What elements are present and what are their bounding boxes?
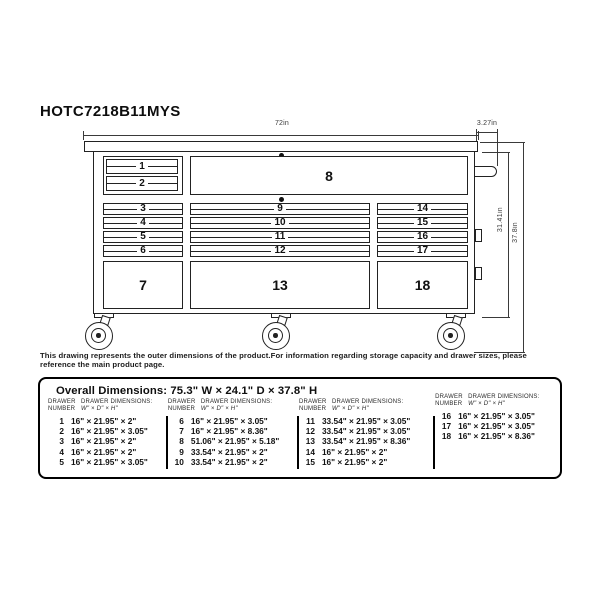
table-row — [435, 421, 556, 431]
header-dimensions: DRAWER DIMENSIONS: — [331, 399, 404, 405]
drawer-12 — [190, 245, 370, 257]
side-bracket-lower — [475, 267, 482, 280]
drawer-10 — [190, 217, 370, 229]
row-number: 10 — [174, 457, 184, 468]
drawer-13 — [190, 261, 370, 309]
table-group-rows — [168, 416, 299, 469]
row-number: 6 — [179, 415, 184, 426]
drawer-9 — [190, 203, 370, 215]
drawer-6-number: 6 — [137, 246, 149, 256]
row-number: 13 — [305, 436, 315, 447]
table-row — [299, 436, 433, 446]
row-number: 17 — [441, 421, 452, 431]
caster-hub — [273, 333, 278, 338]
row-dims: 16" × 21.95" × 2" — [321, 457, 388, 468]
table-row — [48, 426, 166, 436]
row-dims: 51.06" × 21.95" × 5.18" — [190, 436, 280, 447]
table-row — [299, 426, 433, 436]
drawer-13-number: 13 — [272, 277, 288, 293]
side-bracket-upper — [475, 229, 482, 242]
row-dims: 16" × 21.95" × 3.05" — [71, 426, 148, 436]
header-drawer: DRAWER — [298, 399, 327, 405]
drawer-17 — [377, 245, 468, 257]
row-dims: 16" × 21.95" × 3.05" — [71, 457, 148, 468]
row-number: 11 — [306, 415, 315, 426]
caster-wheel — [262, 322, 290, 350]
row-number: 16 — [441, 410, 452, 421]
table-group-4 — [435, 394, 556, 469]
table-row — [168, 436, 297, 446]
dim-body-height-label: 31.41in — [497, 207, 504, 233]
drawer-15-number: 15 — [414, 218, 431, 228]
header-number: NUMBER — [167, 405, 196, 412]
table-row — [435, 411, 556, 421]
row-dims: 33.54" × 21.95" × 2" — [190, 446, 268, 457]
drawer-7 — [103, 261, 183, 309]
caster-wheel — [85, 322, 113, 350]
dim-body-height-line — [508, 152, 509, 318]
table-group-rows — [435, 411, 556, 443]
model-number-title: HOTC7218B11MYS — [40, 103, 181, 120]
row-dims: 16" × 21.95" × 8.36" — [458, 431, 535, 442]
table-row — [168, 457, 297, 467]
row-dims: 33.54" × 21.95" × 3.05" — [321, 426, 411, 436]
row-number: 8 — [179, 436, 184, 447]
dim-width-label: 72in — [274, 120, 290, 127]
drawer-5 — [103, 231, 183, 243]
header-wdh: W" × D" × H" — [81, 405, 118, 412]
header-dimensions: DRAWER DIMENSIONS: — [81, 399, 153, 405]
row-dims: 16" × 21.95" × 2" — [71, 436, 137, 447]
header-wdh: W" × D" × H" — [200, 405, 238, 412]
drawer-7-number: 7 — [139, 277, 147, 293]
dim-width-tick-left — [83, 131, 84, 140]
caster-middle — [259, 313, 305, 353]
drawer-2 — [106, 176, 178, 191]
header-drawer: DRAWER — [167, 399, 196, 405]
table-row — [168, 426, 297, 436]
row-dims: 33.54" × 21.95" × 2" — [190, 457, 268, 468]
header-number: NUMBER — [48, 405, 76, 412]
table-row — [168, 416, 297, 426]
row-number: 2 — [59, 426, 64, 436]
row-dims: 16" × 21.95" × 3.05" — [458, 421, 535, 431]
drawer-14 — [377, 203, 468, 215]
table-group-header — [435, 394, 556, 408]
row-dims: 16" × 21.95" × 2" — [321, 446, 388, 457]
table-row — [435, 431, 556, 441]
row-number: 7 — [179, 426, 184, 436]
caster-right — [434, 313, 480, 353]
row-dims: 16" × 21.95" × 2" — [71, 415, 137, 426]
drawer-11 — [190, 231, 370, 243]
header-drawer: DRAWER — [435, 394, 463, 400]
table-row — [299, 416, 433, 426]
row-number: 1 — [59, 415, 64, 426]
drawer-16-number: 16 — [414, 232, 431, 242]
table-row — [299, 447, 433, 457]
dim-body-height-ext-top — [482, 152, 510, 153]
row-dims: 16" × 21.95" × 3.05" — [190, 415, 268, 426]
caster-wheel — [437, 322, 465, 350]
header-dimensions: DRAWER DIMENSIONS: — [468, 394, 540, 400]
table-groups — [40, 394, 560, 469]
table-group-header — [299, 399, 435, 413]
overall-dimensions: Overall Dimensions: 75.3" W × 24.1" D × 37.8" H — [56, 385, 318, 397]
dim-handle-line — [476, 132, 497, 133]
row-dims: 16" × 21.95" × 3.05" — [458, 410, 535, 421]
caster-hub — [448, 333, 453, 338]
dim-total-height-ext-top — [480, 142, 525, 143]
drawer-1-number: 1 — [136, 162, 148, 172]
drawer-6 — [103, 245, 183, 257]
dim-handle-label: 3.27in — [476, 120, 498, 127]
dim-width-line — [83, 135, 478, 136]
row-number: 9 — [179, 446, 184, 457]
table-group-1 — [48, 399, 168, 469]
header-dimensions: DRAWER DIMENSIONS: — [200, 399, 273, 405]
row-number: 12 — [305, 426, 315, 436]
table-group-3 — [299, 399, 435, 469]
row-dims: 33.54" × 21.95" × 3.05" — [321, 415, 411, 426]
drawer-10-number: 10 — [271, 218, 288, 228]
row-dims: 33.54" × 21.95" × 8.36" — [321, 436, 411, 447]
footnote-text: This drawing represents the outer dimensions of the product.For information regarding storage capacity and drawer sizes, please reference the main product page. — [40, 351, 527, 370]
caster-hub — [96, 333, 101, 338]
dim-body-height-ext-bottom — [482, 317, 510, 318]
table-row — [48, 447, 166, 457]
drawer-18-number: 18 — [414, 277, 431, 293]
row-dims: 16" × 21.95" × 2" — [71, 446, 137, 457]
drawer-9-number: 9 — [274, 204, 286, 214]
table-row — [48, 457, 166, 467]
dim-total-height-label: 37.8in — [512, 222, 519, 243]
header-drawer: DRAWER — [48, 399, 76, 405]
row-number: 4 — [59, 446, 64, 457]
table-row — [48, 436, 166, 446]
row-number: 15 — [305, 457, 315, 468]
drawer-17-number: 17 — [414, 246, 431, 256]
drawer-1 — [106, 159, 178, 174]
table-row — [299, 457, 433, 467]
header-wdh: W" × D" × H" — [468, 400, 505, 407]
drawer-11-number: 11 — [272, 232, 289, 242]
table-group-header — [168, 399, 299, 413]
header-wdh: W" × D" × H" — [331, 405, 369, 412]
row-number: 3 — [59, 436, 64, 447]
drawer-dimensions-table — [38, 377, 562, 479]
drawer-4-number: 4 — [137, 218, 149, 228]
table-group-2 — [168, 399, 299, 469]
dim-handle-ext-left — [476, 129, 477, 141]
lock-keyhole-middle — [279, 197, 284, 202]
drawer-4 — [103, 217, 183, 229]
table-row — [168, 447, 297, 457]
table-group-header — [48, 399, 168, 413]
header-number: NUMBER — [435, 400, 463, 407]
drawer-8 — [190, 156, 468, 195]
table-group-rows — [299, 416, 435, 469]
dim-handle-ext-right — [497, 129, 498, 166]
caster-left — [82, 313, 128, 353]
header-number: NUMBER — [298, 405, 327, 412]
top-left-drawer-panel — [103, 156, 183, 195]
row-dims: 16" × 21.95" × 8.36" — [190, 426, 268, 436]
drawer-16 — [377, 231, 468, 243]
row-number: 18 — [441, 431, 452, 442]
drawer-2-number: 2 — [136, 179, 148, 189]
drawer-14-number: 14 — [414, 204, 431, 214]
drawer-12-number: 12 — [271, 246, 288, 256]
dim-total-height-line — [523, 142, 524, 353]
table-group-rows — [48, 416, 168, 469]
drawer-18 — [377, 261, 468, 309]
drawer-15 — [377, 217, 468, 229]
drawer-3 — [103, 203, 183, 215]
drawer-5-number: 5 — [137, 232, 149, 242]
row-number: 14 — [305, 446, 315, 457]
drawer-3-number: 3 — [137, 204, 149, 214]
table-row — [48, 416, 166, 426]
row-number: 5 — [59, 457, 64, 468]
side-handle — [474, 166, 497, 177]
drawer-8-number: 8 — [325, 167, 333, 184]
